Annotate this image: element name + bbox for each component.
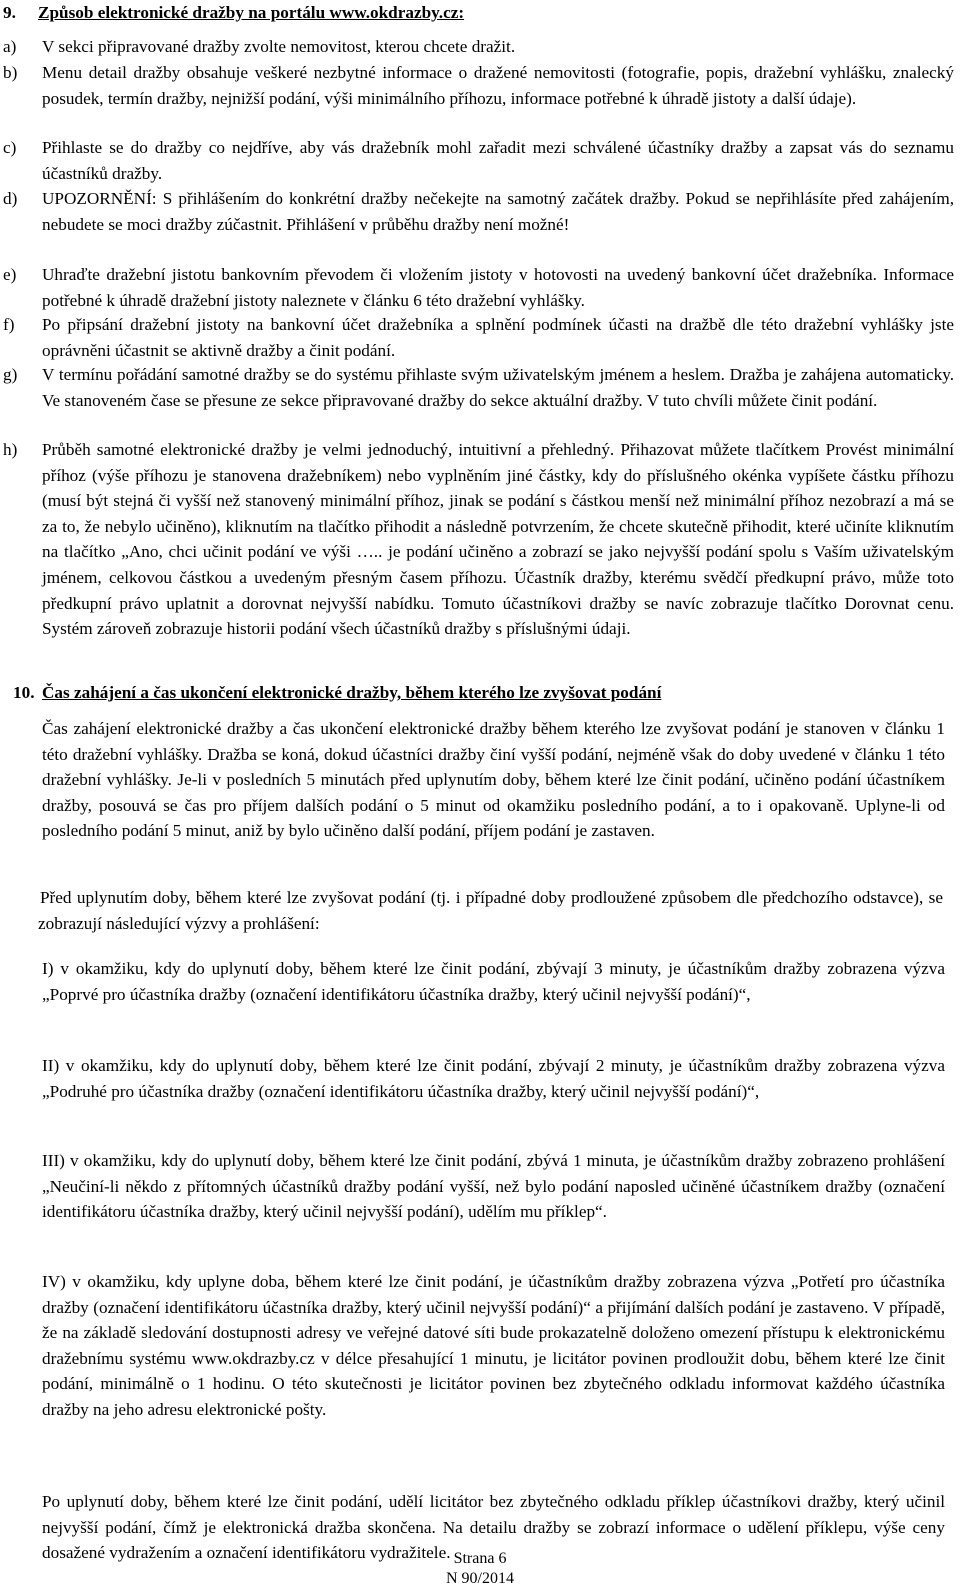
list-item-label: e) [3, 265, 17, 284]
list-item-label: b) [3, 63, 18, 82]
list-item-text: UPOZORNĚNÍ: S přihlášením do konkrétní dražby nečekejte na samotný začátek dražby. Pokud se nepřihlásíte před zahájením, nebudete se moci dražby zúčastnit. Přihlášení v průběhu dražby není možné! [42, 189, 954, 234]
list-item-label: f) [3, 315, 15, 334]
paragraph: IV) v okamžiku, kdy uplyne doba, během které lze činit podání, je účastníkům dražby zobrazena výzva „Potřetí pro účastníka dražby (označení identifikátoru účastníka dražby, který učinil nejvyšší podání)“ a přijímání dalších podání je zastaveno. V případě, že na základě sledování dostupnosti adresy ve veřejné datové síti bude prokazatelně doloženo omezení přístupu k elektronickému dražebnímu systému www.okdrazby.cz v délce přesahující 1 minutu, je licitátor povinen prodloužit dobu, během které lze činit podání, minimálně o 1 hodinu. O této skutečnosti je licitátor povinen bez zbytečného odkladu informovat každého účastníka dražby na jeho adresu elektronické pošty. [42, 1272, 945, 1419]
list-item-label: g) [3, 365, 18, 384]
section-number: 9. [3, 3, 16, 22]
list-item [3, 60, 954, 111]
paragraph: Čas zahájení elektronické dražby a čas ukončení elektronické dražby během kterého lze zvyšovat podání je stanoven v článku 1 této dražební vyhlášky. Dražba se koná, dokud účastníci dražby činí vyšší podání, nejméně však do doby uvedené v článku 1 této dražební vyhlášky. Je-li v posledních 5 minutách před uplynutím doby, během které lze činit podání, učiněno podání účastníkem dražby, posouvá se čas pro příjem dalších podání o 5 minut od okamžiku posledního podání, a to i opakovaně. Uplyne-li od posledního podání 5 minut, aniž by bylo učiněno další podání, příjem podání je zastaven. [42, 719, 945, 841]
paragraph: Po uplynutí doby, během které lze činit podání, udělí licitátor bez zbytečného odkladu příklep účastníkovi dražby, který učinil nejvyšší podání, čímž je elektronická dražba skončena. Na detailu dražby se zobrazí informace o udělení příklepu, výše ceny dosažené vydražením a označení identifikátoru vydražitele. [42, 1492, 945, 1563]
paragraph: Před uplynutím doby, během které lze zvyšovat podání (tj. i případné doby prodloužené způsobem dle předchozího odstavce), se zobrazují následující výzvy a prohlášení: [38, 888, 943, 933]
list-item [3, 312, 954, 363]
list-item-label: c) [3, 138, 17, 157]
list-item-text: Průběh samotné elektronické dražby je velmi jednoduchý, intuitivní a přehledný. Přihazovat můžete tlačítkem Provést minimální příhoz (výše příhozu je stanovena dražebníkem) nebo vyplněním jiné částky, kdy do příslušného okénka vypíšete částku příhozu (musí být stejná či vyšší než stanovený minimální příhoz, jinak se podání s částkou menší než minimální příhoz nezobrazí a má se za to, že nebylo učiněno), kliknutím na tlačítko přihodit a následně potvrzením, že chcete skutečně přihodit, které učiníte kliknutím na tlačítko „Ano, chci učinit podání ve výši ….. je podání učiněno a zobrazí se jako nejvyšší podání spolu s Vaším uživatelským jménem, celkovou částkou a uvedeným přesným časem příhozu. Účastník dražby, kterému svědčí předkupní právo, může toto předkupní právo uplatnit a dorovnat nejvyšší nabídku. Tomuto účastníkovi dražby se navíc zobrazuje tlačítko Dorovnat cenu. Systém zároveň zobrazuje historii podání všech účastníků dražby s příslušnými údaji. [42, 440, 954, 639]
list-item-text: Přihlaste se do dražby co nejdříve, aby vás dražebník mohl zařadit mezi schválené účastníky dražby a zapsat vás do seznamu účastníků dražby. [42, 138, 954, 183]
list-item [3, 262, 954, 313]
list-item-text: V termínu pořádání samotné dražby se do systému přihlaste svým uživatelským jménem a heslem. Dražba je zahájena automaticky. Ve stanoveném čase se přesune ze sekce připravované dražby do sekce aktuální dražby. V tuto chvíli můžete činit podání. [42, 365, 954, 410]
page-number: Strana 6 [453, 1550, 507, 1567]
section-title: Způsob elektronické dražby na portálu www.okdrazby.cz: [38, 3, 465, 22]
list-item-label: h) [3, 440, 18, 459]
list-item-text: Po připsání dražební jistoty na bankovní účet dražebníka a splnění podmínek účasti na dražbě dle této dražební vyhlášky jste oprávněni účastnit se aktivně dražby a činit podání. [42, 315, 954, 360]
list-item-text: V sekci připravované dražby zvolte nemovitost, kterou chcete dražit. [42, 37, 516, 56]
section-number: 10. [13, 683, 35, 702]
list-item-text: Menu detail dražby obsahuje veškeré nezbytné informace o dražené nemovitosti (fotografie, popis, dražební vyhlášku, znalecký posudek, termín dražby, nejnižší podání, výši minimálního příhozu, informace potřebné k úhradě jistoty a další údaje). [42, 63, 954, 108]
section-heading [13, 680, 661, 706]
paragraph: III) v okamžiku, kdy do uplynutí doby, během které lze činit podání, zbývá 1 minuta, je účastníkům dražby zobrazeno prohlášení „Neučiní-li někdo z přítomných účastníků dražby podání vyšší, než bylo podání naposled učiněné účastníkem dražby (označení identifikátoru účastníka dražby, který učinil nejvyšší podání), udělím mu příklep“. [42, 1151, 945, 1222]
list-item [3, 362, 954, 413]
list-item [3, 186, 954, 237]
document-reference: N 90/2014 [446, 1570, 514, 1587]
paragraph: I) v okamžiku, kdy do uplynutí doby, během které lze činit podání, zbývají 3 minuty, je účastníkům dražby zobrazena výzva „Poprvé pro účastníka dražby (označení identifikátoru účastníka dražby, který učinil nejvyšší podání)“, [42, 959, 945, 1004]
list-item-label: d) [3, 189, 18, 208]
paragraph: II) v okamžiku, kdy do uplynutí doby, během které lze činit podání, zbývají 2 minuty, je účastníkům dražby zobrazena výzva „Podruhé pro účastníka dražby (označení identifikátoru účastníka dražby, který učinil nejvyšší podání)“, [42, 1056, 945, 1101]
list-item-text: Uhraďte dražební jistotu bankovním převodem či vložením jistoty v hotovosti na uvedený bankovní účet dražebníka. Informace potřebné k úhradě dražební jistoty naleznete v článku 6 této dražební vyhlášky. [42, 265, 954, 310]
list-item [3, 437, 954, 642]
list-item [3, 135, 954, 186]
section-heading [3, 0, 464, 26]
list-item-label: a) [3, 37, 17, 56]
section-title: Čas zahájení a čas ukončení elektronické dražby, během kterého lze zvyšovat podání [42, 683, 662, 702]
list-item [3, 34, 954, 60]
